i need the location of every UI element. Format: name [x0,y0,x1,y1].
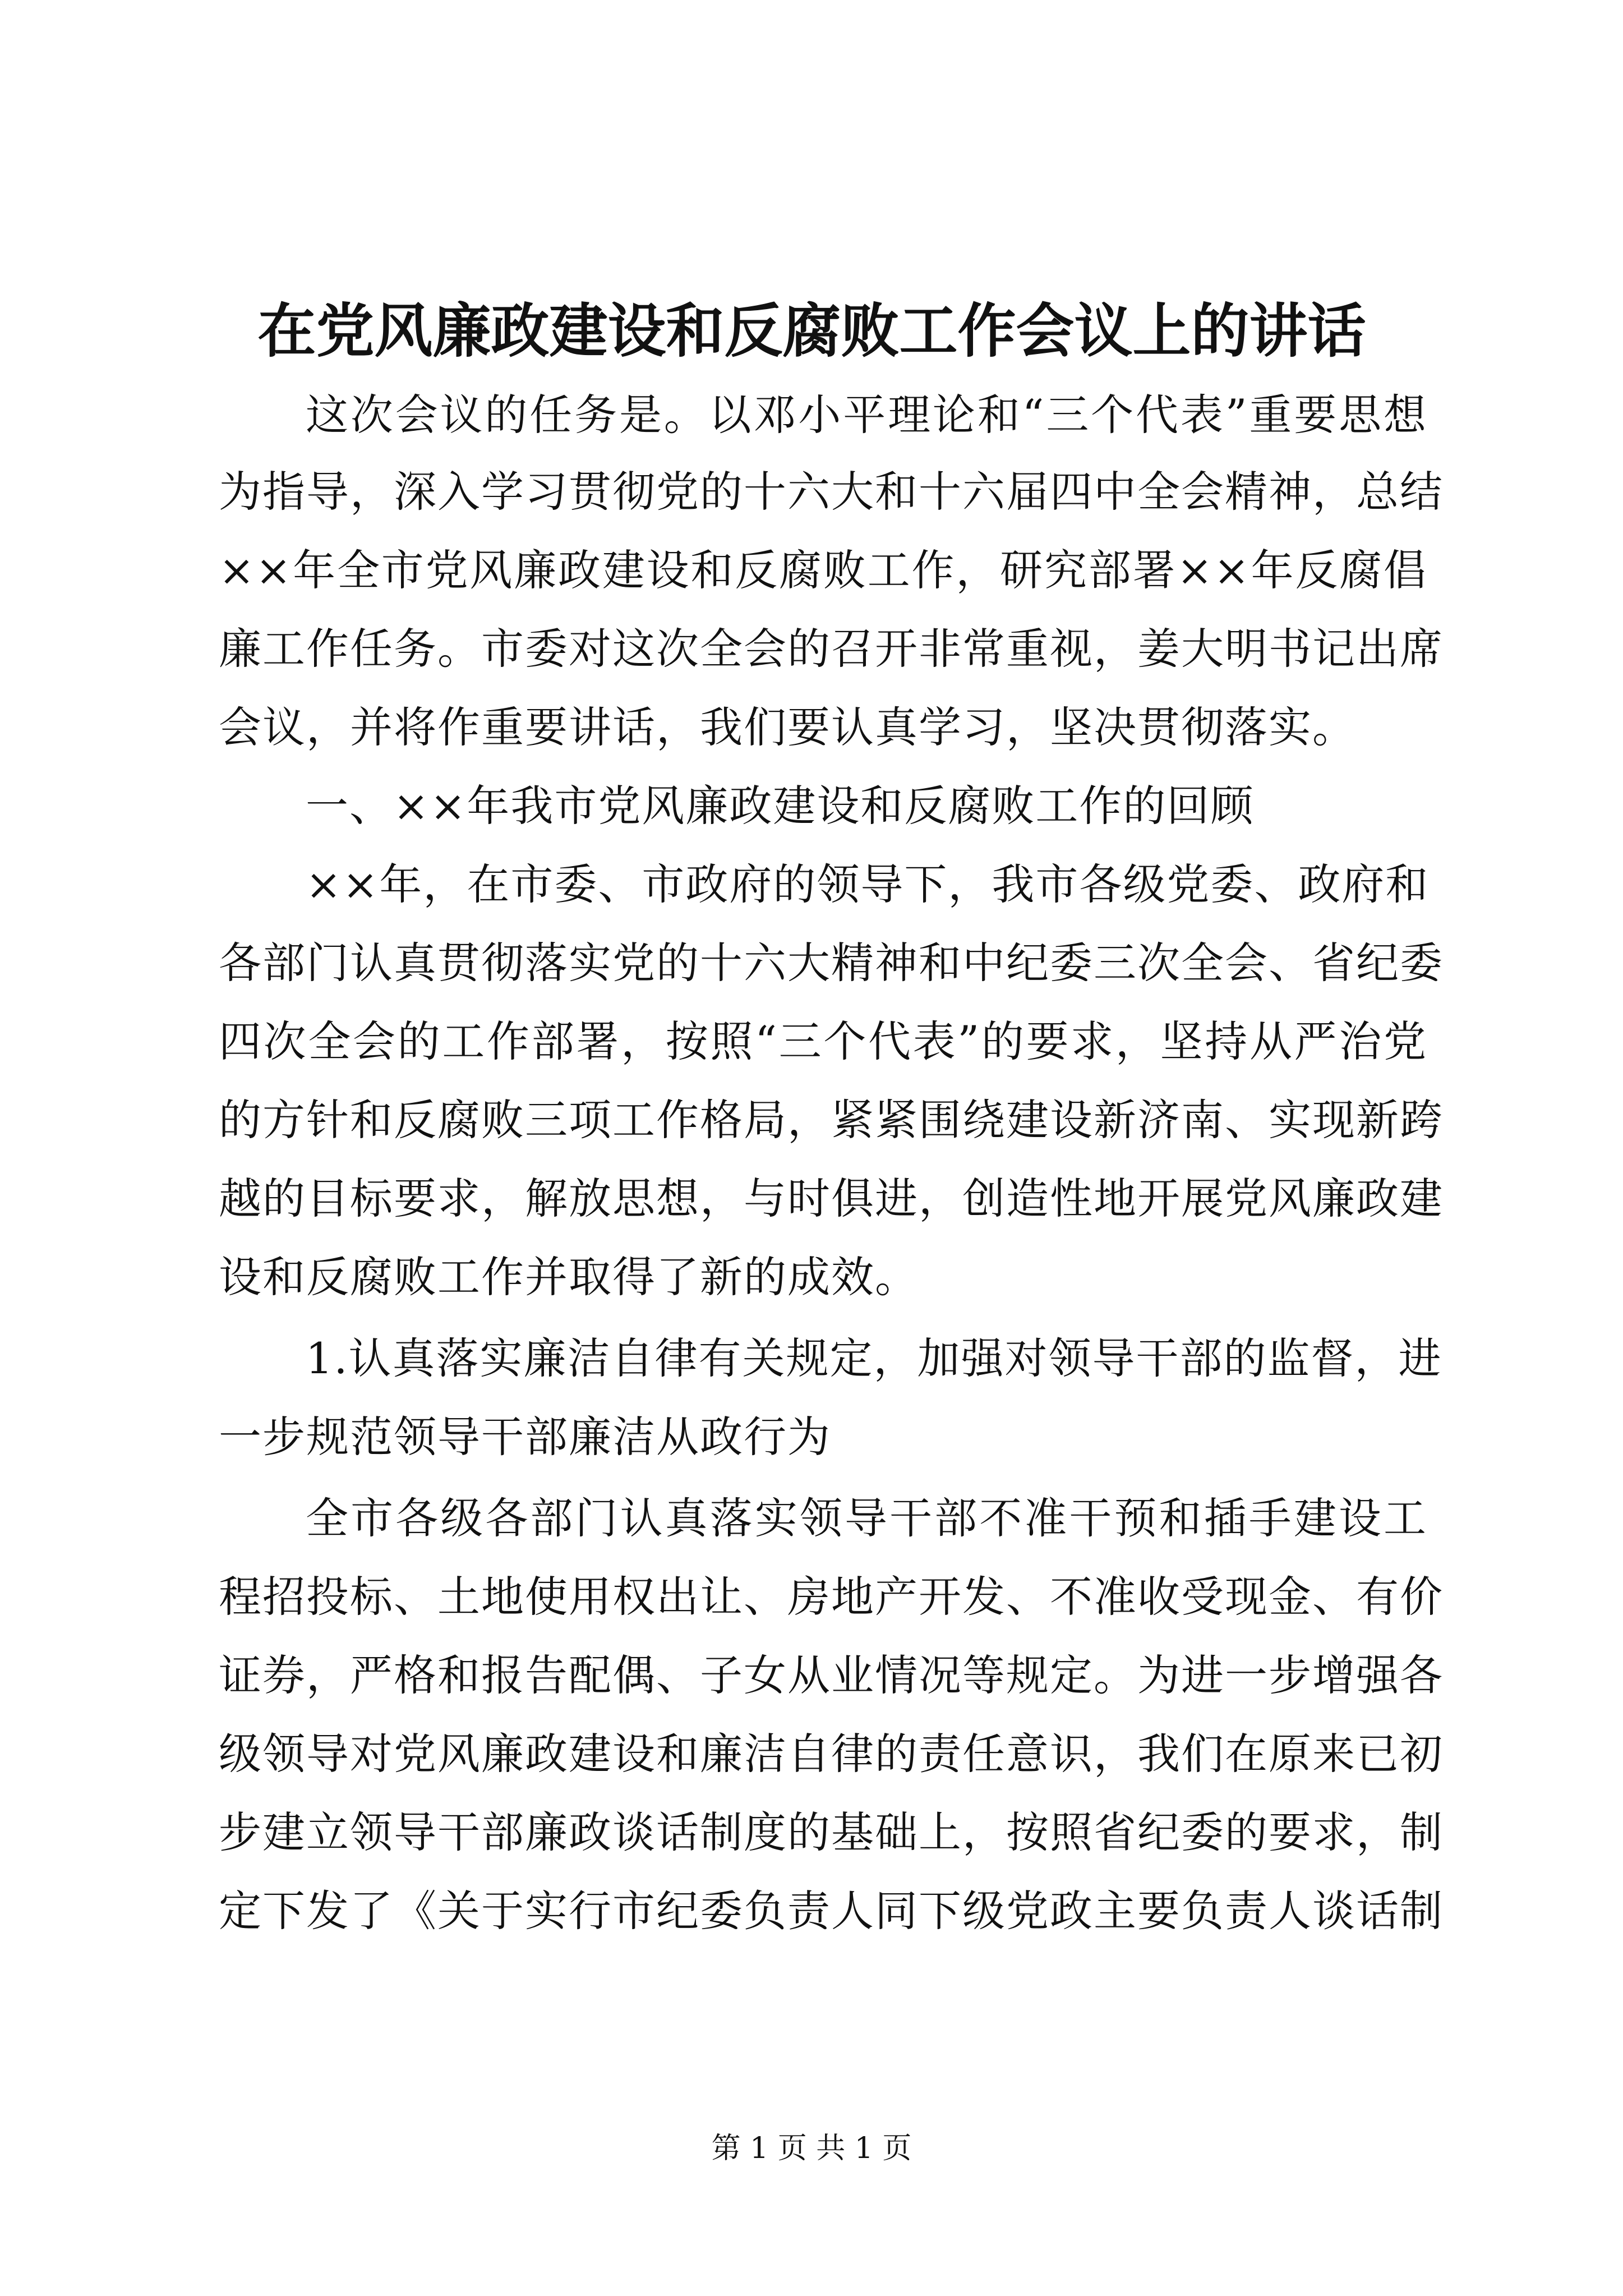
text-line-8: 各部门认真贯彻落实党的十六大精神和中纪委三次全会、省纪委 [219,938,1444,988]
text-line-16: 程招投标、土地使用权出让、房地产开发、不准收受现金、有价 [219,1572,1444,1622]
text-line-19: 步建立领导干部廉政谈话制度的基础上，按照省纪委的要求，制 [219,1807,1444,1857]
text-line-5: 会议，并将作重要讲话，我们要认真学习，坚决贯彻落实。 [219,702,1356,752]
text-line-7: ××年，在市委、市政府的领导下，我市各级党委、政府和 [306,859,1430,909]
text-line-2: 为指导，深入学习贯彻党的十六大和十六届四中全会精神，总结 [219,467,1444,517]
text-line-18: 级领导对党风廉政建设和廉洁自律的责任意识，我们在原来已初 [219,1729,1444,1779]
document-title: 在党风廉政建设和反腐败工作会议上的讲话 [257,296,1366,365]
text-line-1: 这次会议的任务是。以邓小平理论和“三个代表”重要思想 [306,390,1427,440]
section-heading-1: 一、××年我市党风廉政建设和反腐败工作的回顾 [306,781,1255,831]
text-line-10: 的方针和反腐败三项工作格局，紧紧围绕建设新济南、实现新跨 [219,1095,1444,1145]
text-line-4: 廉工作任务。市委对这次全会的召开非常重视，姜大明书记出席 [219,624,1444,674]
text-line-20: 定下发了《关于实行市纪委负责人同下级党政主要负责人谈话制 [219,1886,1444,1936]
subheading-line-2: 一步规范领导干部廉洁从政行为 [219,1412,831,1462]
page-footer: 第 1 页 共 1 页 [711,2132,912,2165]
text-line-17: 证券，严格和报告配偶、子女从业情况等规定。为进一步增强各 [219,1650,1444,1700]
subheading-line-1: 1.认真落实廉洁自律有关规定，加强对领导干部的监督，进 [306,1333,1442,1383]
text-line-11: 越的目标要求，解放思想，与时俱进，创造性地开展党风廉政建 [219,1174,1444,1223]
text-line-9: 四次全会的工作部署，按照“三个代表”的要求，坚持从严治党 [219,1016,1427,1066]
text-line-15: 全市各级各部门认真落实领导干部不准干预和插手建设工 [306,1493,1427,1543]
text-line-12: 设和反腐败工作并取得了新的成效。 [219,1252,919,1302]
text-line-3: ××年全市党风廉政建设和反腐败工作，研究部署××年反腐倡 [219,545,1427,595]
